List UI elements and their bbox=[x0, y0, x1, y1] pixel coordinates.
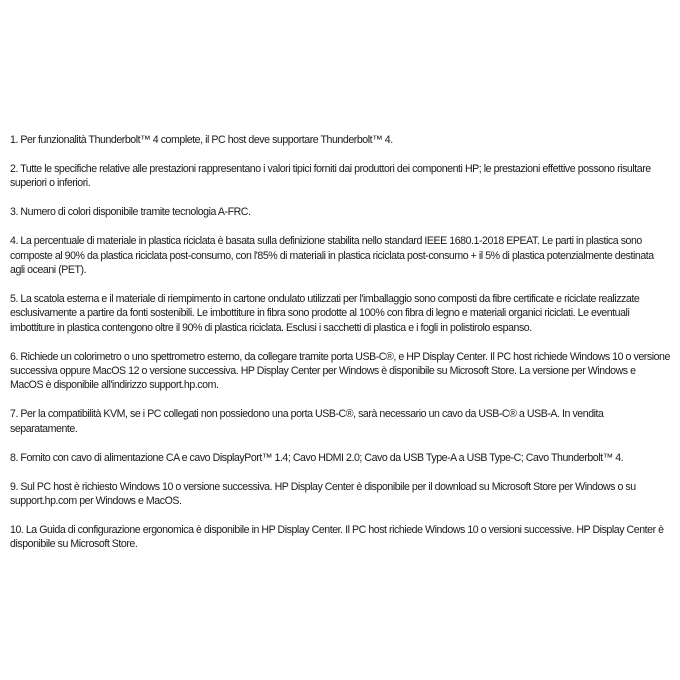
footnote-7: 7. Per la compatibilità KVM, se i PC collegati non possiedono una porta USB-C®, sarà necessario un cavo da USB-C® a USB-A. In vendita separatamente. bbox=[10, 408, 604, 435]
footnote-8: 8. Fornito con cavo di alimentazione CA e cavo DisplayPort™ 1.4; Cavo HDMI 2.0; Cavo da USB Type-A a USB Type-C; Cavo Thunderbolt™ 4. bbox=[10, 451, 624, 464]
footnote-5: 5. La scatola esterna e il materiale di riempimento in cartone ondulato utilizzati per l'imballaggio sono composti da fibre certificate e riciclate realizzate esclusivamente a partire da fonti sostenibili. Le imbottiture in fibra sono prodotte al 100% con fibra di legno e materiali organici riciclati. Le eventuali imbottiture in plastica contengono oltre il 90% di plastica riciclata. Esclusi i sacchetti di plastica e i fogli in polistirolo espanso. bbox=[10, 292, 640, 334]
footnote-1: 1. Per funzionalità Thunderbolt™ 4 complete, il PC host deve supportare Thunderbolt™ 4. bbox=[10, 134, 393, 146]
footnotes-list bbox=[10, 133, 670, 566]
footnote-2: 2. Tutte le specifiche relative alle prestazioni rappresentano i valori tipici forniti dai produttori dei componenti HP; le prestazioni effettive possono risultare superiori o inferiori. bbox=[10, 162, 651, 190]
footnote-9: 9. Sul PC host è richiesto Windows 10 o versione successiva. HP Display Center è disponibile per il download su Microsoft Store per Windows o su support.hp.com per Windows e MacOS. bbox=[10, 480, 636, 507]
footnote-10: 10. La Guida di configurazione ergonomica è disponibile in HP Display Center. Il PC host richiede Windows 10 o versioni successive. HP Display Center è disponibile su Microsoft Store. bbox=[10, 523, 664, 551]
footnote-6: 6. Richiede un colorimetro o uno spettrometro esterno, da collegare tramite porta USB-C®, e HP Display Center. Il PC host richiede Windows 10 o versione successiva oppure MacOS 12 o versione successiva. HP Display Center per Windows è disponibile su Microsoft Store. La versione per Windows e MacOS è disponibile all'indirizzo support.hp.com. bbox=[10, 350, 670, 392]
footnote-4: 4. La percentuale di materiale in plastica riciclata è basata sulla definizione stabilita nello standard IEEE 1680.1-2018 EPEAT. Le parti in plastica sono composte al 90% da plastica riciclata post-consumo, con l'85% di materiali in plastica riciclata post-consumo + il 5% di plastica potenzialmente destinata agli oceani (PET). bbox=[10, 235, 654, 276]
footnote-3: 3. Numero di colori disponibile tramite tecnologia A-FRC. bbox=[10, 206, 251, 219]
